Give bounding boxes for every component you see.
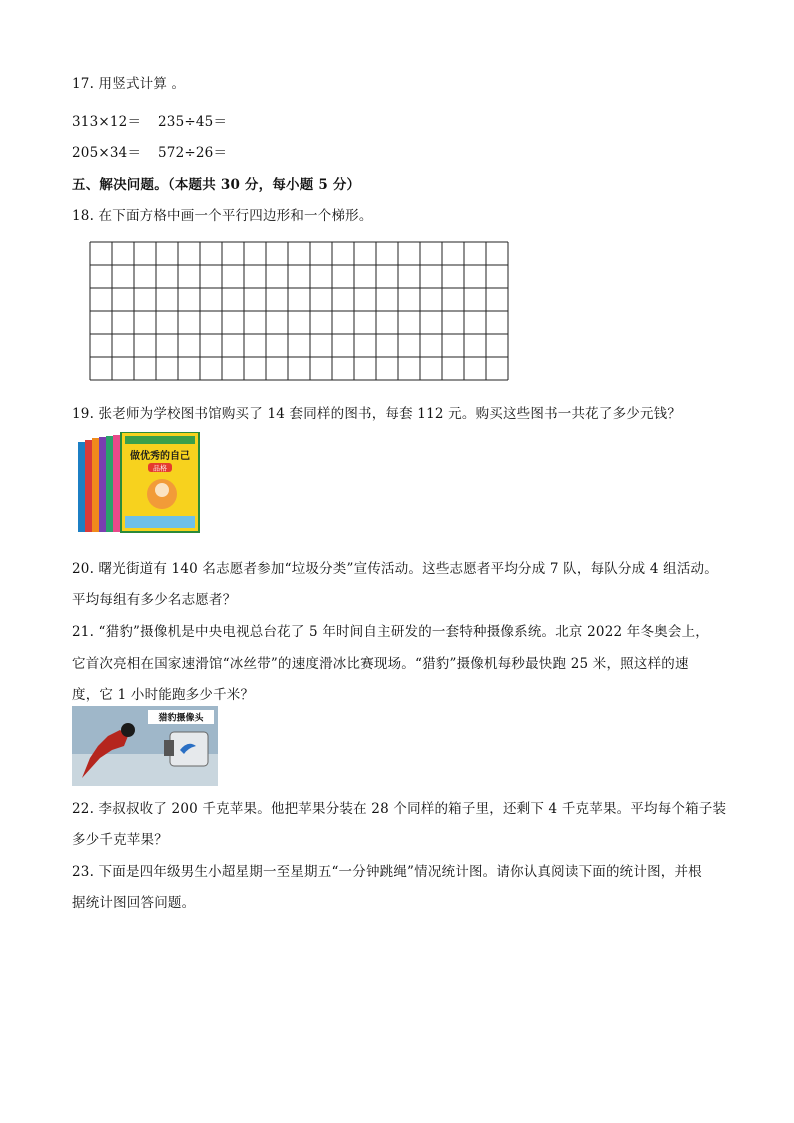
image-caption: 猎豹摄像头 (158, 713, 204, 724)
q21-line-2: 它首次亮相在国家速滑馆“冰丝带”的速度滑冰比赛现场。“猎豹”摄像机每秒最快跑 25 米，照这样的速 (72, 656, 689, 672)
q21-line-1: 21. “猎豹”摄像机是中央电视总台花了 5 年时间自主研发的一套特种摄像系统。北京 2022 年冬奥会上， (72, 624, 709, 640)
q23-line-2: 据统计图回答问题。 (72, 895, 196, 911)
calc-235div45: 235÷45＝ (158, 114, 228, 130)
q17-calc-row-2 (72, 141, 227, 161)
book-spine-6 (113, 435, 121, 532)
q17-title: 17. 用竖式计算 。 (72, 76, 186, 92)
q20-line-2: 平均每组有多少名志愿者？ (72, 592, 237, 608)
q22-line-1: 22. 李叔叔收了 200 千克苹果。他把苹果分装在 28 个同样的箱子里，还剩下 4 千克苹果。平均每个箱子装 (72, 801, 727, 817)
book-cover-base (125, 516, 195, 528)
q23-line-1: 23. 下面是四年级男生小超星期一至星期五“一分钟跳绳”情况统计图。请你认真阅读下面的统计图，并根 (72, 864, 702, 880)
cheetah-camera-image (72, 706, 218, 786)
q21-line-3: 度，它 1 小时能跑多少千米？ (72, 687, 255, 703)
camera-lens (164, 740, 174, 756)
q20-line-1: 20. 曙光街道有 140 名志愿者参加“垃圾分类”宣传活动。这些志愿者平均分成 7 队，每队分成 4 组活动。 (72, 561, 718, 577)
book-set-image (78, 432, 200, 536)
book-spine-2 (85, 440, 93, 532)
q19-text: 19. 张老师为学校图书馆购买了 14 套同样的图书，每套 112 元。购买这些图书一共花了多少元钱？ (72, 406, 682, 422)
calc-205x34: 205×34＝ (72, 145, 142, 161)
book-cover-sub: 品格 (153, 464, 167, 473)
book-spine-1 (78, 442, 86, 532)
book-spine-4 (99, 437, 107, 532)
q18-text: 18. 在下面方格中画一个平行四边形和一个梯形。 (72, 208, 373, 224)
q17-calc-row-1 (72, 110, 227, 130)
book-spine-3 (92, 438, 100, 532)
q22-line-2: 多少千克苹果？ (72, 832, 168, 848)
calc-572div26: 572÷26＝ (158, 145, 228, 161)
book-cover-title: 做优秀的自己 (130, 451, 190, 462)
skater-head (121, 723, 135, 737)
calc-313x12: 313×12＝ (72, 114, 142, 130)
section-5-title: 五、解决问题。（本题共 30 分，每小题 5 分） (72, 177, 361, 193)
drawing-grid[interactable] (89, 241, 509, 381)
book-cover-figure-face (155, 483, 169, 497)
book-spine-5 (106, 436, 114, 532)
book-cover-banner (125, 436, 195, 444)
